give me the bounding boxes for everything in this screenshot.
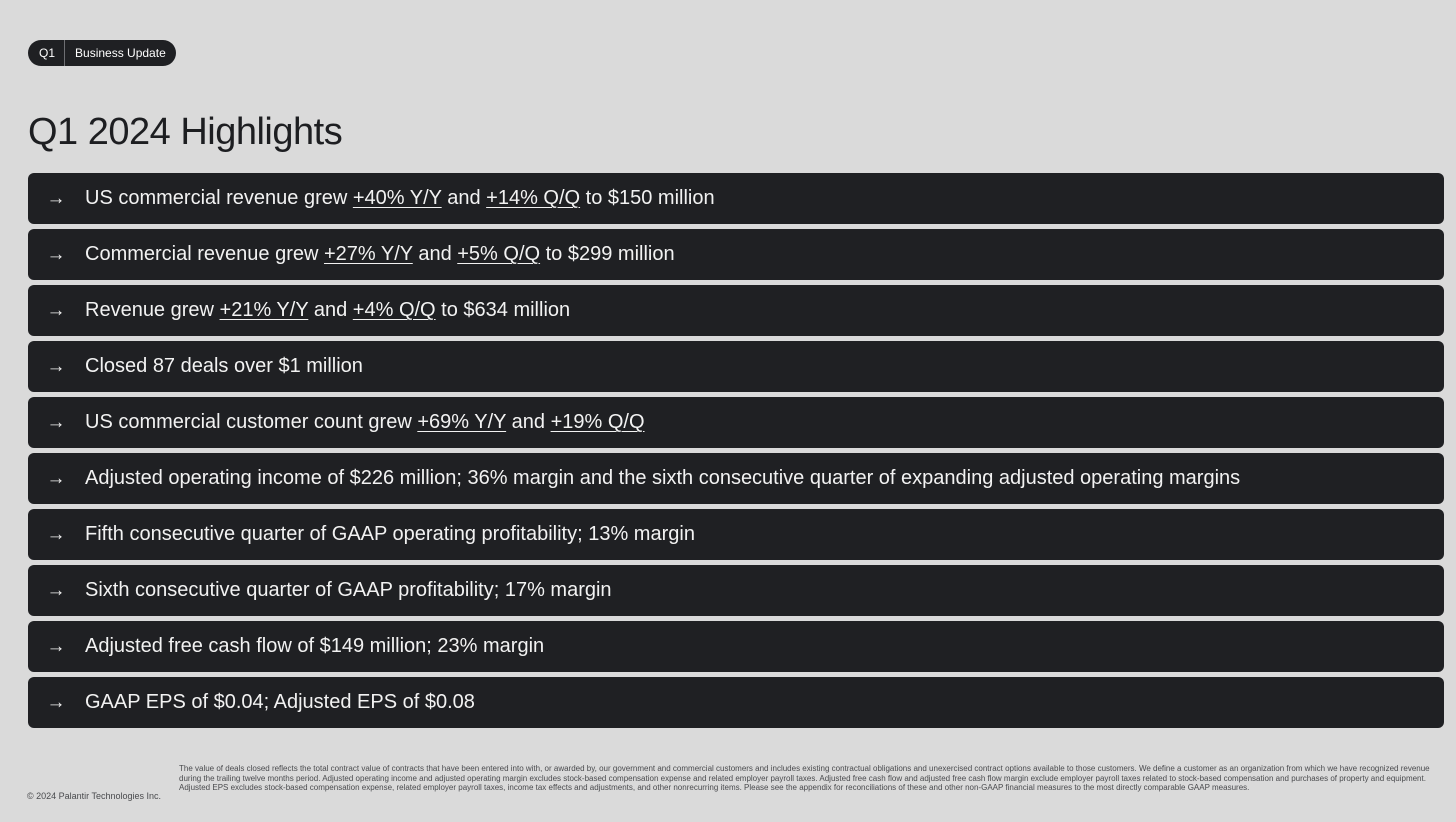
- highlight-metric: +40% Y/Y: [352, 187, 442, 209]
- highlight-text-part: Fifth consecutive quarter of GAAP operating profitability; 13% margin: [85, 523, 695, 545]
- highlight-metric: +4% Q/Q: [352, 299, 436, 321]
- highlight-text: [84, 243, 675, 266]
- highlight-item: [28, 285, 1444, 336]
- highlight-text-part: to $299 million: [540, 243, 675, 265]
- highlight-text-part: Commercial revenue grew: [85, 243, 324, 265]
- highlight-text: [84, 187, 715, 210]
- arrow-right-icon: →: [46, 691, 66, 713]
- highlight-text: [84, 467, 1240, 490]
- copyright: © 2024 Palantir Technologies Inc.: [27, 791, 162, 801]
- section-tag: [28, 40, 176, 66]
- highlight-text-part: Closed 87 deals over $1 million: [85, 355, 363, 377]
- arrow-right-icon: →: [46, 579, 66, 601]
- highlight-text: [84, 355, 363, 378]
- highlight-text-part: GAAP EPS of $0.04; Adjusted EPS of $0.08: [85, 691, 475, 713]
- highlight-item: [28, 565, 1444, 616]
- quarter-tag: Q1: [28, 40, 65, 66]
- highlight-text-part: US commercial revenue grew: [85, 187, 353, 209]
- arrow-right-icon: →: [46, 299, 66, 321]
- section-tag-label: Business Update: [75, 46, 166, 60]
- highlight-text: [84, 579, 612, 602]
- page-title: Q1 2024 Highlights: [28, 111, 343, 153]
- highlight-metric: +69% Y/Y: [417, 411, 507, 433]
- highlight-item: [28, 173, 1444, 224]
- highlight-text-part: and: [412, 243, 458, 265]
- arrow-right-icon: →: [46, 243, 66, 265]
- highlight-text: [84, 411, 645, 434]
- highlight-text-part: Revenue grew: [85, 299, 220, 321]
- arrow-right-icon: →: [46, 467, 66, 489]
- arrow-right-icon: →: [46, 411, 66, 433]
- highlight-text: [84, 299, 570, 322]
- highlight-text: [84, 691, 475, 714]
- highlight-text-part: and: [308, 299, 353, 321]
- arrow-right-icon: →: [46, 355, 66, 377]
- highlight-text-part: and: [506, 411, 551, 433]
- highlight-item: [28, 397, 1444, 448]
- highlight-text-part: to $634 million: [435, 299, 571, 321]
- highlight-metric: +14% Q/Q: [486, 187, 581, 209]
- highlight-text-part: to $150 million: [580, 187, 715, 209]
- highlight-item: [28, 229, 1444, 280]
- highlight-item: [28, 621, 1444, 672]
- highlight-text-part: Adjusted free cash flow of $149 million; 23% margin: [85, 635, 545, 657]
- highlight-metric: +27% Y/Y: [323, 243, 413, 265]
- highlight-item: [28, 509, 1444, 560]
- highlight-text-part: Sixth consecutive quarter of GAAP profitability; 17% margin: [85, 579, 612, 601]
- highlight-metric: +21% Y/Y: [219, 299, 309, 321]
- highlight-metric: +5% Q/Q: [457, 243, 541, 265]
- arrow-right-icon: →: [46, 187, 66, 209]
- highlight-item: [28, 341, 1444, 392]
- highlight-item: [28, 677, 1444, 728]
- highlight-text-part: and: [441, 187, 487, 209]
- highlight-text: [84, 523, 695, 546]
- highlight-text-part: Adjusted operating income of $226 million; 36% margin and the sixth consecutive quarter of expanding adjusted operating margins: [85, 467, 1241, 489]
- highlight-text-part: US commercial customer count grew: [85, 411, 418, 433]
- highlights-list: [28, 173, 1444, 733]
- highlight-metric: +19% Q/Q: [550, 411, 645, 433]
- highlight-item: [28, 453, 1444, 504]
- highlight-text: [84, 635, 544, 658]
- arrow-right-icon: →: [46, 523, 66, 545]
- footnote: The value of deals closed reflects the total contract value of contracts that have been entered into with, or awarded by, our government and commercial customers and includes existing contractual obligations and unexercised contract options available to those customers. We define a customer as an organization from which we have recognized revenue during the trailing twelve months period. Adjusted operating income and adjusted operating margin excludes stock-based compensation expense and related employer payroll taxes. Adjusted free cash flow and adjusted free cash flow margin exclude employer payroll taxes related to stock-based compensation and purchases of property and equipment. Adjusted EPS excludes stock-based compensation expense, related employer payroll taxes, income tax effects and adjustments, and other nonrecurring items. Please see the appendix for reconciliations of these and other non-GAAP financial measures to the most directly comparable GAAP measures.: [179, 764, 1430, 792]
- arrow-right-icon: →: [46, 635, 66, 657]
